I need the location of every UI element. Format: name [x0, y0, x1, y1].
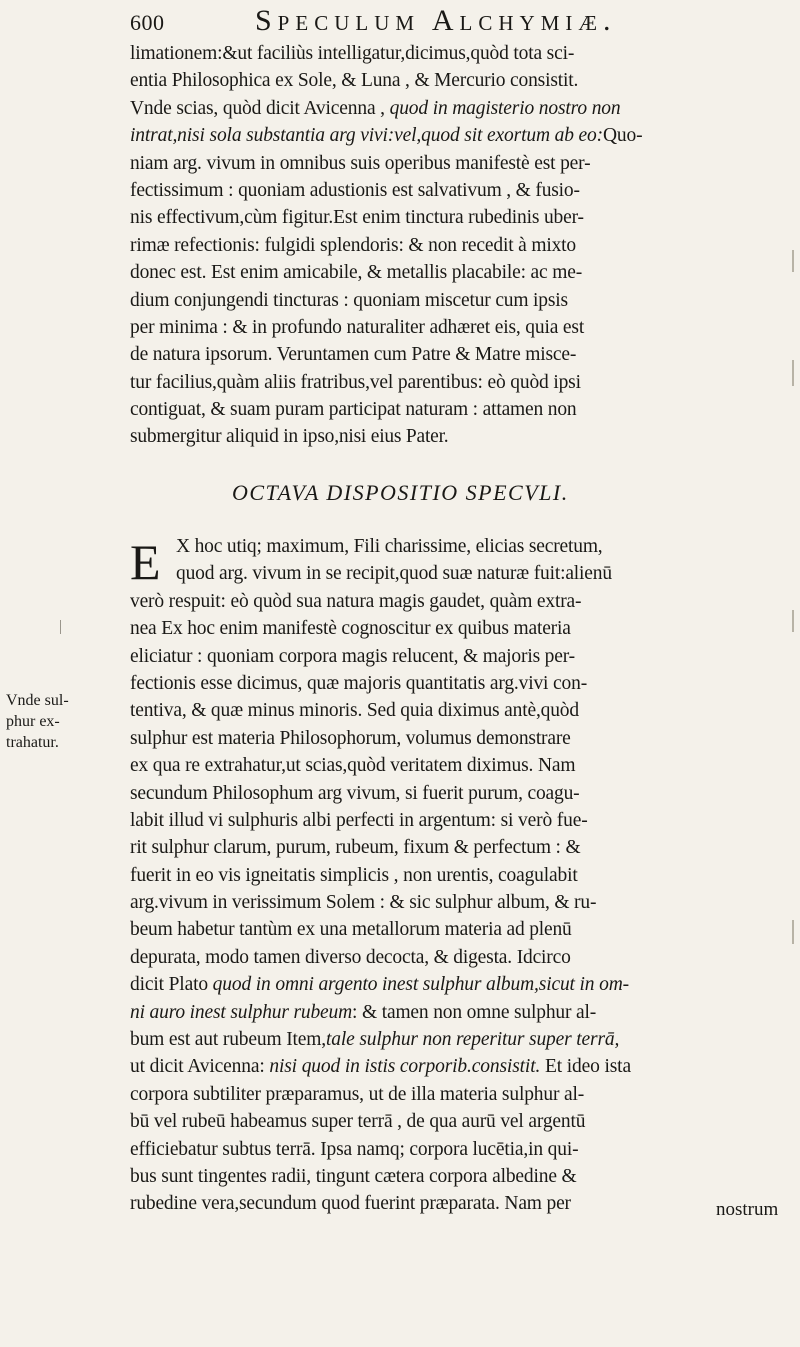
roman-text: tur facilius,quàm aliis fratribus,vel parentibus: eò quòd ipsi: [130, 371, 581, 393]
roman-text: limationem:&ut faciliùs intelligatur,dicimus,quòd tota sci-: [130, 43, 575, 64]
text-line: [130, 916, 790, 943]
text-line: [130, 670, 790, 697]
roman-text: arg.vivum in verissimum Solem : & sic sulphur album, & ru-: [130, 892, 597, 914]
text-line: [130, 122, 790, 149]
text-line: [130, 834, 790, 861]
roman-text: Vnde scias, quòd dicit Avicenna ,: [130, 97, 390, 119]
text-line: [130, 560, 790, 587]
text-line: [130, 588, 790, 615]
text-line: [130, 1108, 790, 1135]
roman-text: dium conjungendi tincturas : quoniam miscetur cum ipsis: [130, 289, 568, 311]
edge-mark: [792, 360, 794, 386]
text-line: [130, 1136, 790, 1163]
roman-text: fuerit in eo vis igneitatis simplicis , non urentis, coagulabit: [130, 864, 578, 886]
text-line: [130, 615, 790, 642]
italic-text: tale sulphur non reperitur super terrā,: [326, 1029, 620, 1051]
text-line: [130, 259, 790, 286]
roman-text: bum est aut rubeum Item,: [130, 1029, 327, 1051]
roman-text: entia Philosophica ex Sole, & Luna , & Mercurio consistit.: [130, 70, 579, 92]
text-line: [130, 150, 790, 177]
roman-text: ut dicit Avicenna:: [130, 1056, 270, 1078]
text-line: [130, 177, 790, 204]
roman-text: bus sunt tingentes radii, tingunt cætera corpora albedine &: [130, 1165, 577, 1187]
text-line: [130, 232, 790, 259]
roman-text: fectionis esse dicimus, quæ majoris quantitatis arg.vivi con-: [130, 672, 588, 694]
roman-text: fectissimum : quoniam adustionis est salvativum , & fusio-: [130, 179, 580, 201]
roman-text: ex qua re extrahatur,ut scias,quòd veritatem diximus. Nam: [130, 755, 576, 777]
roman-text: bū vel rubeū habeamus super terrā , de qua aurū vel argentū: [130, 1111, 586, 1133]
text-line: [130, 1163, 790, 1190]
roman-text: secundum Philosophum arg vivum, si fuerit purum, coagu-: [130, 782, 580, 804]
running-head: Speculum Alchymiæ.: [255, 4, 617, 37]
margin-note-line: phur ex-: [6, 713, 60, 730]
text-line: [130, 396, 790, 423]
roman-text: X hoc utiq; maximum, Fili charissime, elicias secretum,: [176, 536, 603, 557]
roman-text: eliciatur : quoniam corpora magis relucent, & majoris per-: [130, 645, 575, 667]
roman-text: Et ideo ista: [540, 1056, 631, 1078]
page-number: 600: [130, 10, 165, 35]
text-line: [130, 40, 790, 67]
margin-note: [6, 690, 69, 753]
margin-note-line: trahatur.: [6, 734, 59, 751]
section-heading: OCTAVA DISPOSITIO SPECVLI.: [232, 480, 569, 505]
text-line: [130, 752, 790, 779]
roman-text: quod arg. vivum in se recipit,quod suæ naturæ fuit:alienū: [176, 563, 612, 585]
drop-cap: E: [130, 534, 161, 590]
roman-text: beum habetur tantùm ex una metallorum materia ad plenū: [130, 919, 572, 941]
roman-text: : & tamen non omne sulphur al-: [352, 1001, 597, 1023]
edge-mark: [792, 920, 794, 944]
text-line: [130, 780, 790, 807]
text-line: [130, 67, 790, 94]
roman-text: nis effectivum,cùm figitur.Est enim tinctura rubedinis uber-: [130, 207, 584, 229]
text-line: [130, 533, 790, 560]
italic-text: intrat,nisi sola substantia arg vivi:vel,quod sit exortum ab eo:: [130, 125, 603, 147]
roman-text: verò respuit: eò quòd sua natura magis gaudet, quàm extra-: [130, 590, 582, 612]
text-line: [130, 1026, 790, 1053]
text-line: [130, 725, 790, 752]
text-line: [130, 697, 790, 724]
italic-text: quod in magisterio nostro non: [389, 97, 621, 119]
catchword: nostrum: [716, 1199, 779, 1220]
roman-text: contiguat, & suam puram participat naturam : attamen non: [130, 399, 577, 421]
roman-text: Quo-: [603, 125, 643, 147]
roman-text: efficiebatur subtus terrā. Ipsa namq; corpora lucētia,in qui-: [130, 1138, 579, 1160]
margin-tick-mark: [60, 620, 61, 634]
margin-note-line: Vnde sul-: [6, 692, 69, 709]
italic-text: nisi quod in istis corporib.consistit.: [269, 1056, 541, 1078]
text-line: [130, 862, 790, 889]
text-line: [130, 643, 790, 670]
roman-text: de natura ipsorum. Veruntamen cum Patre & Matre misce-: [130, 344, 577, 366]
roman-text: niam arg. vivum in omnibus suis operibus manifestè est per-: [130, 152, 591, 174]
text-line: [130, 1190, 790, 1217]
roman-text: tentiva, & quæ minus minoris. Sed quia diximus antè,quòd: [130, 700, 579, 722]
text-line: [130, 1053, 790, 1080]
text-line: [130, 423, 790, 450]
roman-text: depurata, modo tamen diverso decocta, & digesta. Idcirco: [130, 946, 571, 968]
text-line: [130, 971, 790, 998]
text-line: [130, 1081, 790, 1108]
italic-text: ni auro inest sulphur rubeum: [130, 1001, 353, 1023]
text-line: [130, 944, 790, 971]
text-line: [130, 341, 790, 368]
edge-mark: [792, 250, 794, 272]
roman-text: donec est. Est enim amicabile, & metallis placabile: ac me-: [130, 262, 583, 284]
edge-mark: [792, 610, 794, 632]
text-line: [130, 807, 790, 834]
text-line: [130, 95, 790, 122]
text-line: [130, 889, 790, 916]
roman-text: nea Ex hoc enim manifestè cognoscitur ex quibus materia: [130, 618, 571, 640]
italic-text: quod in omni argento inest sulphur album,sicut in om-: [212, 974, 629, 996]
roman-text: rubedine vera,secundum quod fuerint præparata. Nam per: [130, 1193, 571, 1215]
text-line: [130, 287, 790, 314]
text-line: [130, 369, 790, 396]
roman-text: submergitur aliquid in ipso,nisi eius Pater.: [130, 426, 449, 448]
roman-text: corpora subtiliter præparamus, ut de illa materia sulphur al-: [130, 1083, 585, 1105]
roman-text: sulphur est materia Philosophorum, volumus demonstrare: [130, 727, 571, 749]
text-line: [130, 314, 790, 341]
text-line: [130, 204, 790, 231]
roman-text: rimæ refectionis: fulgidi splendoris: & non recedit à mixto: [130, 234, 576, 256]
roman-text: labit illud vi sulphuris albi perfecti in argentum: si verò fue-: [130, 809, 588, 831]
roman-text: dicit Plato: [130, 974, 213, 996]
paragraph-body: [130, 533, 790, 1218]
paragraph-top: [130, 40, 790, 451]
roman-text: per minima : & in profundo naturaliter adhæret eis, quia est: [130, 316, 585, 338]
roman-text: rit sulphur clarum, purum, rubeum, fixum & perfectum : &: [130, 837, 581, 859]
text-line: [130, 999, 790, 1026]
